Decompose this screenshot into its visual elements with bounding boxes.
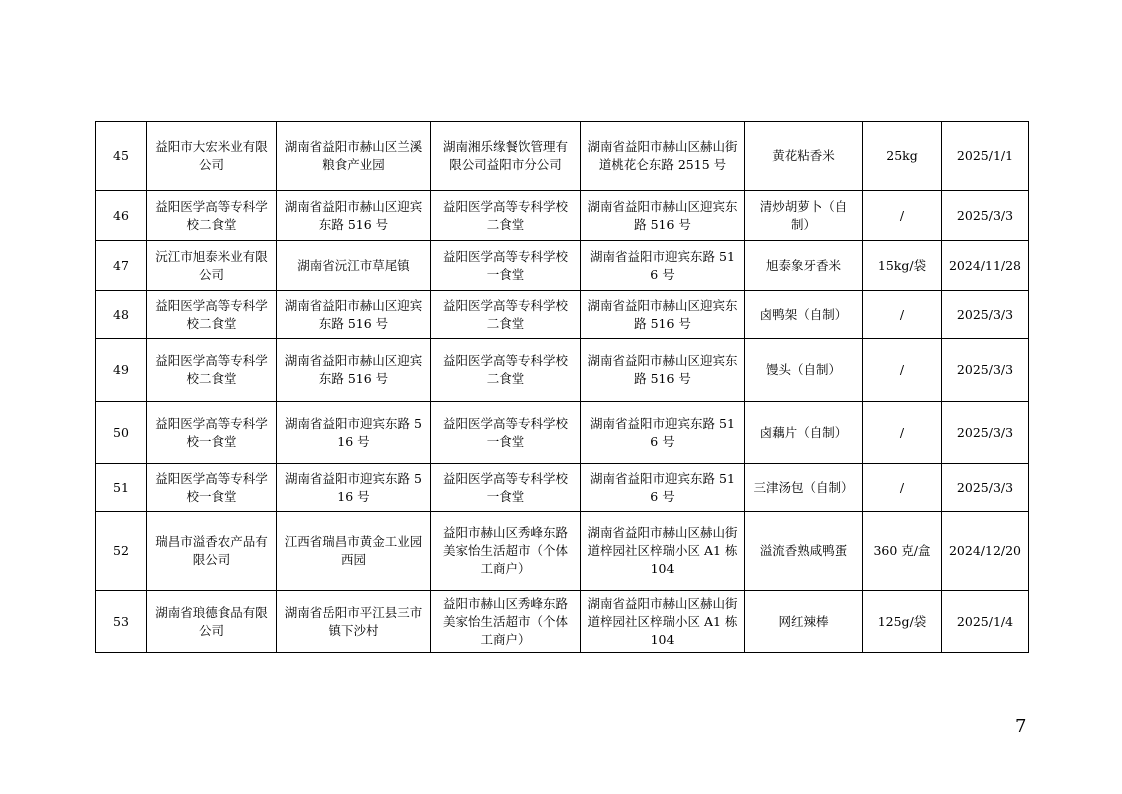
cell-date: 2024/11/28 xyxy=(942,241,1029,291)
cell-producer: 益阳医学高等专科学校二食堂 xyxy=(147,191,277,241)
cell-spec: 15kg/袋 xyxy=(863,241,942,291)
cell-no: 45 xyxy=(96,122,147,191)
table-row xyxy=(96,339,1029,402)
cell-product: 溢流香熟咸鸭蛋 xyxy=(745,512,863,591)
page-number: 7 xyxy=(1015,716,1027,737)
cell-producer: 瑞昌市溢香农产品有限公司 xyxy=(147,512,277,591)
cell-spec: / xyxy=(863,291,942,339)
table-row xyxy=(96,591,1029,653)
cell-producer: 益阳医学高等专科学校一食堂 xyxy=(147,402,277,464)
cell-producer-addr: 湖南省益阳市迎宾东路 516 号 xyxy=(277,464,431,512)
cell-date: 2025/1/4 xyxy=(942,591,1029,653)
cell-no: 50 xyxy=(96,402,147,464)
cell-spec: 360 克/盒 xyxy=(863,512,942,591)
cell-seller-addr: 湖南省益阳市迎宾东路 516 号 xyxy=(581,241,745,291)
cell-seller: 益阳市赫山区秀峰东路美家怡生活超市（个体工商户） xyxy=(431,591,581,653)
cell-no: 53 xyxy=(96,591,147,653)
cell-producer: 益阳医学高等专科学校二食堂 xyxy=(147,291,277,339)
cell-spec: / xyxy=(863,339,942,402)
cell-date: 2025/3/3 xyxy=(942,402,1029,464)
cell-producer: 益阳市大宏米业有限公司 xyxy=(147,122,277,191)
cell-seller-addr: 湖南省益阳市赫山区赫山街道梓园社区梓瑞小区 A1 栋 104 xyxy=(581,591,745,653)
cell-producer-addr: 湖南省益阳市赫山区迎宾东路 516 号 xyxy=(277,339,431,402)
table-row xyxy=(96,512,1029,591)
cell-producer-addr: 湖南省益阳市迎宾东路 516 号 xyxy=(277,402,431,464)
cell-product: 卤藕片（自制） xyxy=(745,402,863,464)
cell-seller: 益阳市赫山区秀峰东路美家怡生活超市（个体工商户） xyxy=(431,512,581,591)
cell-seller: 湖南湘乐缘餐饮管理有限公司益阳市分公司 xyxy=(431,122,581,191)
cell-product: 旭泰象牙香米 xyxy=(745,241,863,291)
cell-producer: 益阳医学高等专科学校一食堂 xyxy=(147,464,277,512)
table-row xyxy=(96,464,1029,512)
cell-date: 2025/3/3 xyxy=(942,464,1029,512)
cell-product: 卤鸭架（自制） xyxy=(745,291,863,339)
cell-seller-addr: 湖南省益阳市赫山区迎宾东路 516 号 xyxy=(581,291,745,339)
cell-producer-addr: 江西省瑞昌市黄金工业园西园 xyxy=(277,512,431,591)
cell-spec: / xyxy=(863,464,942,512)
cell-spec: 25kg xyxy=(863,122,942,191)
cell-product: 馒头（自制） xyxy=(745,339,863,402)
cell-spec: 125g/袋 xyxy=(863,591,942,653)
cell-producer: 沅江市旭泰米业有限公司 xyxy=(147,241,277,291)
table-row xyxy=(96,291,1029,339)
cell-seller-addr: 湖南省益阳市迎宾东路 516 号 xyxy=(581,464,745,512)
cell-seller: 益阳医学高等专科学校二食堂 xyxy=(431,339,581,402)
cell-spec: / xyxy=(863,402,942,464)
cell-producer-addr: 湖南省岳阳市平江县三市镇下沙村 xyxy=(277,591,431,653)
cell-seller: 益阳医学高等专科学校二食堂 xyxy=(431,191,581,241)
table-row xyxy=(96,402,1029,464)
cell-seller-addr: 湖南省益阳市赫山区赫山街道桃花仑东路 2515 号 xyxy=(581,122,745,191)
cell-producer-addr: 湖南省益阳市赫山区兰溪粮食产业园 xyxy=(277,122,431,191)
cell-product: 网红辣棒 xyxy=(745,591,863,653)
cell-no: 48 xyxy=(96,291,147,339)
cell-producer: 益阳医学高等专科学校二食堂 xyxy=(147,339,277,402)
cell-no: 47 xyxy=(96,241,147,291)
cell-date: 2025/1/1 xyxy=(942,122,1029,191)
cell-no: 49 xyxy=(96,339,147,402)
cell-seller: 益阳医学高等专科学校一食堂 xyxy=(431,464,581,512)
table-row xyxy=(96,191,1029,241)
cell-producer-addr: 湖南省益阳市赫山区迎宾东路 516 号 xyxy=(277,191,431,241)
cell-date: 2025/3/3 xyxy=(942,291,1029,339)
cell-seller-addr: 湖南省益阳市赫山区迎宾东路 516 号 xyxy=(581,191,745,241)
table-body xyxy=(96,122,1029,653)
cell-no: 52 xyxy=(96,512,147,591)
cell-producer: 湖南省琅德食品有限公司 xyxy=(147,591,277,653)
sampling-table xyxy=(95,121,1029,653)
table-row xyxy=(96,122,1029,191)
cell-seller: 益阳医学高等专科学校二食堂 xyxy=(431,291,581,339)
cell-seller-addr: 湖南省益阳市赫山区迎宾东路 516 号 xyxy=(581,339,745,402)
cell-date: 2025/3/3 xyxy=(942,339,1029,402)
cell-seller-addr: 湖南省益阳市迎宾东路 516 号 xyxy=(581,402,745,464)
cell-no: 46 xyxy=(96,191,147,241)
cell-product: 清炒胡萝卜（自制） xyxy=(745,191,863,241)
cell-seller: 益阳医学高等专科学校一食堂 xyxy=(431,402,581,464)
cell-date: 2024/12/20 xyxy=(942,512,1029,591)
cell-no: 51 xyxy=(96,464,147,512)
cell-date: 2025/3/3 xyxy=(942,191,1029,241)
cell-seller: 益阳医学高等专科学校一食堂 xyxy=(431,241,581,291)
cell-seller-addr: 湖南省益阳市赫山区赫山街道梓园社区梓瑞小区 A1 栋 104 xyxy=(581,512,745,591)
cell-product: 黄花粘香米 xyxy=(745,122,863,191)
cell-product: 三津汤包（自制） xyxy=(745,464,863,512)
cell-producer-addr: 湖南省益阳市赫山区迎宾东路 516 号 xyxy=(277,291,431,339)
cell-spec: / xyxy=(863,191,942,241)
cell-producer-addr: 湖南省沅江市草尾镇 xyxy=(277,241,431,291)
table-row xyxy=(96,241,1029,291)
